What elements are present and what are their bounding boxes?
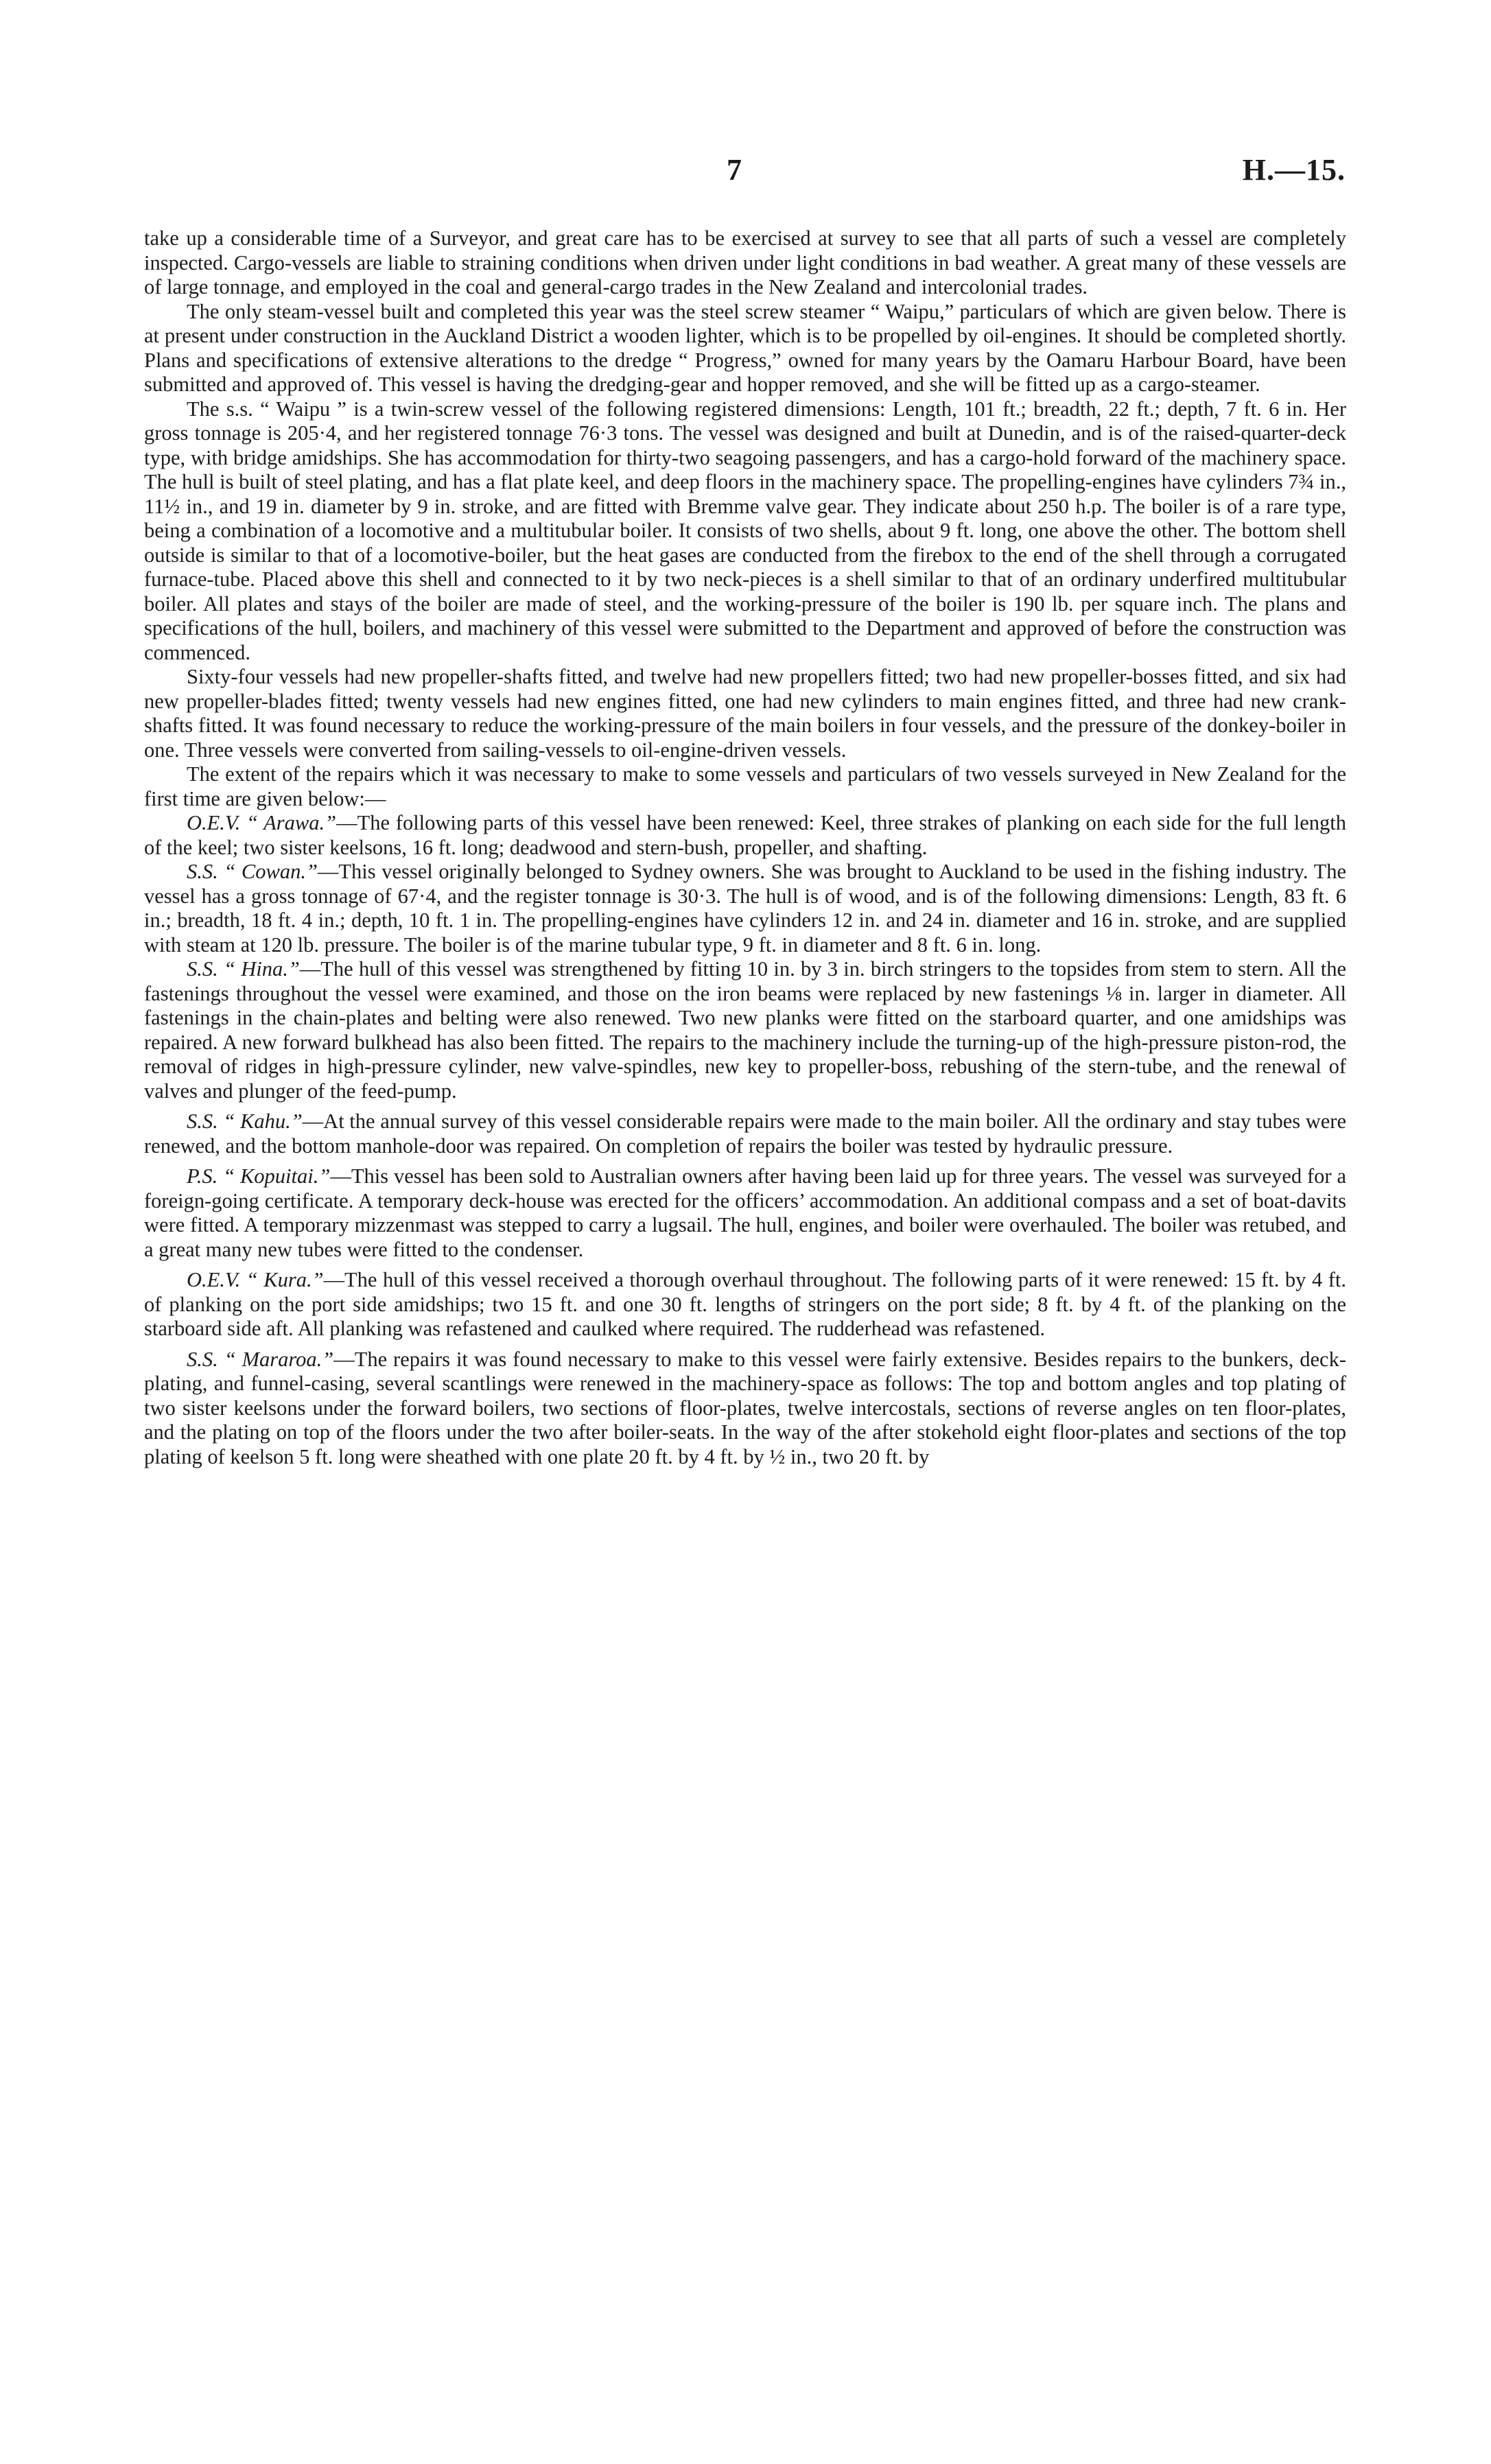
vessel-entry-kahu bbox=[144, 1110, 1346, 1158]
vessel-entry-kura bbox=[144, 1268, 1346, 1341]
paragraph-waipu-details: The s.s. “ Waipu ” is a twin-screw vessel of the following registered dimensions: Length, 101 ft.; breadth, 22 ft.; depth, 7 ft. 6 in. Her gross tonnage is 205·4, and her registered tonnage 76·3 tons. The vessel was designed and built at Dunedin, and is of the raised-quarter-deck type, with bridge amidships. She has accommodation for thirty-two seagoing passengers, and has a cargo-hold forward of the machinery space. The hull is built of steel plating, and has a flat plate keel, and deep floors in the machinery space. The propelling-engines have cylinders 7¾ in., 11½ in., and 19 in. diameter by 9 in. stroke, and are fitted with Bremme valve gear. They indicate about 250 h.p. The boiler is of a rare type, being a combination of a locomotive and a multitubular boiler. It consists of two shells, about 9 ft. long, one above the other. The bottom shell outside is similar to that of a locomotive-boiler, but the heat gases are conducted from the firebox to the end of the shell through a corrugated furnace-tube. Placed above this shell and connected to it by two neck-pieces is a shell similar to that of an ordinary underfired multitubular boiler. All plates and stays of the boiler are made of steel, and the working-pressure of the boiler is 190 lb. per square inch. The plans and specifications of the hull, boilers, and machinery of this vessel were submitted to the Department and approved of before the construction was commenced. bbox=[144, 397, 1346, 664]
paragraph-continuation: take up a considerable time of a Surveyor, and great care has to be exercised at survey to see that all parts of such a vessel are completely inspected. Cargo-vessels are liable to straining conditions when driven under light conditions in bad weather. A great many of these vessels are of large tonnage, and employed in the coal and general-cargo trades in the New Zealand and intercolonial trades. bbox=[144, 226, 1346, 298]
vessel-text: —The repairs it was found necessary to make to this vessel were fairly extensive. Besides repairs to the bunkers, deck-plating, and funnel-casing, several scantlings were renewed in the machinery-space as follows: The top and bottom angles and top plating of two sister keelsons under the forward boilers, two sections of floor-plates, twelve intercostals, sections of reverse angles on ten floor-plates, and the plating on top of the floors under the two after boiler-seats. In the way of the after stokehold eight floor-plates and sections of the top plating of keelson 5 ft. long were sheathed with one plate 20 ft. by 4 ft. by ½ in., two 20 ft. by bbox=[144, 1347, 1346, 1468]
vessel-text: —This vessel has been sold to Australian owners after having been laid up for three years. The vessel was surveyed for a foreign-going certificate. A temporary deck-house was erected for the officers’ accommodation. An additional compass and a set of boat-davits were fitted. A temporary mizzenmast was stepped to carry a lugsail. The hull, engines, and boiler were overhauled. The boiler was retubed, and a great many new tubes were fitted to the condenser. bbox=[144, 1164, 1347, 1261]
vessel-entry-arawa bbox=[144, 811, 1346, 860]
vessel-text: —The hull of this vessel received a thorough overhaul throughout. The following parts of it were renewed: 15 ft. by 4 ft. of planking on the port side amidships; two 15 ft. and one 30 ft. lengths of stringers on the port side; 8 ft. by 4 ft. of the planking on the starboard side aft. All planking was refastened and caulked where required. The rudderhead was refastened. bbox=[144, 1268, 1346, 1340]
vessel-text: —The hull of this vessel was strengthened by fitting 10 in. by 3 in. birch stringers to the topsides from stem to stern. All the fastenings throughout the vessel were examined, and those on the iron beams were replaced by new fastenings ⅛ in. larger in diameter. All fastenings in the chain-plates and belting were also renewed. Two new planks were fitted on the starboard quarter, and one amidships was repaired. A new forward bulkhead has also been fitted. The repairs to the machinery include the turning-up of the high-pressure piston-rod, the removal of ridges in high-pressure cylinder, new valve-spindles, new key to propeller-boss, rebushing of the stern-tube, and the renewal of valves and plunger of the feed-pump. bbox=[144, 957, 1346, 1103]
document-reference: H.—15. bbox=[1242, 153, 1346, 187]
vessel-name: S.S. “ Hina.” bbox=[187, 957, 300, 981]
page-number: 7 bbox=[727, 153, 742, 187]
vessel-name: S.S. “ Mararoa.” bbox=[187, 1347, 334, 1371]
vessel-name: S.S. “ Kahu.” bbox=[187, 1110, 303, 1133]
vessel-name: S.S. “ Cowan.” bbox=[187, 860, 318, 883]
vessel-name: O.E.V. “ Arawa.” bbox=[187, 811, 337, 834]
paragraph-waipu-intro: The only steam-vessel built and completed this year was the steel screw steamer “ Waipu,” particulars of which are given below. There is at present under construction in the Auckland District a wooden lighter, which is to be propelled by oil-engines. It should be completed shortly. Plans and specifications of extensive alterations to the dredge “ Progress,” owned for many years by the Oamaru Harbour Board, have been submitted and approved of. This vessel is having the dredging-gear and hopper removed, and she will be fitted up as a cargo-steamer. bbox=[144, 299, 1346, 396]
paragraph-repairs-intro: The extent of the repairs which it was necessary to make to some vessels and particulars of two vessels surveyed in New Zealand for the first time are given below:— bbox=[144, 762, 1346, 810]
vessel-entry-cowan bbox=[144, 860, 1346, 957]
vessel-name: O.E.V. “ Kura.” bbox=[187, 1268, 324, 1291]
body-text bbox=[144, 226, 1346, 1469]
paragraph-fittings-summary: Sixty-four vessels had new propeller-shafts fitted, and twelve had new propellers fitted; two had new propeller-bosses fitted, and six had new propeller-blades fitted; twenty vessels had new engines fitted, one had new cylinders to main engines fitted, and three had new crank-shafts fitted. It was found necessary to reduce the working-pressure of the main boilers in four vessels, and the pressure of the donkey-boiler in one. Three vessels were converted from sailing-vessels to oil-engine-driven vessels. bbox=[144, 665, 1346, 762]
vessel-text: —At the annual survey of this vessel considerable repairs were made to the main boiler. All the ordinary and stay tubes were renewed, and the bottom manhole-door was repaired. On completion of repairs the boiler was tested by hydraulic pressure. bbox=[144, 1110, 1346, 1158]
vessel-entry-mararoa bbox=[144, 1348, 1346, 1470]
vessel-name: P.S. “ Kopuitai.” bbox=[187, 1164, 331, 1188]
vessel-text: —This vessel originally belonged to Sydney owners. She was brought to Auckland to be used in the fishing industry. The vessel has a gross tonnage of 67·4, and the register tonnage is 30·3. The hull is of wood, and is of the following dimensions: Length, 83 ft. 6 in.; breadth, 18 ft. 4 in.; depth, 10 ft. 1 in. The propelling-engines have cylinders 12 in. and 24 in. diameter and 16 in. stroke, and are supplied with steam at 120 lb. pressure. The boiler is of the marine tubular type, 9 ft. in diameter and 8 ft. 6 in. long. bbox=[144, 860, 1346, 957]
vessel-entry-kopuitai bbox=[144, 1164, 1346, 1262]
vessel-entry-hina bbox=[144, 957, 1346, 1103]
vessel-text: —The following parts of this vessel have been renewed: Keel, three strakes of planking on each side for the full length of the keel; two sister keelsons, 16 ft. long; deadwood and stern-bush, propeller, and shafting. bbox=[144, 811, 1347, 859]
